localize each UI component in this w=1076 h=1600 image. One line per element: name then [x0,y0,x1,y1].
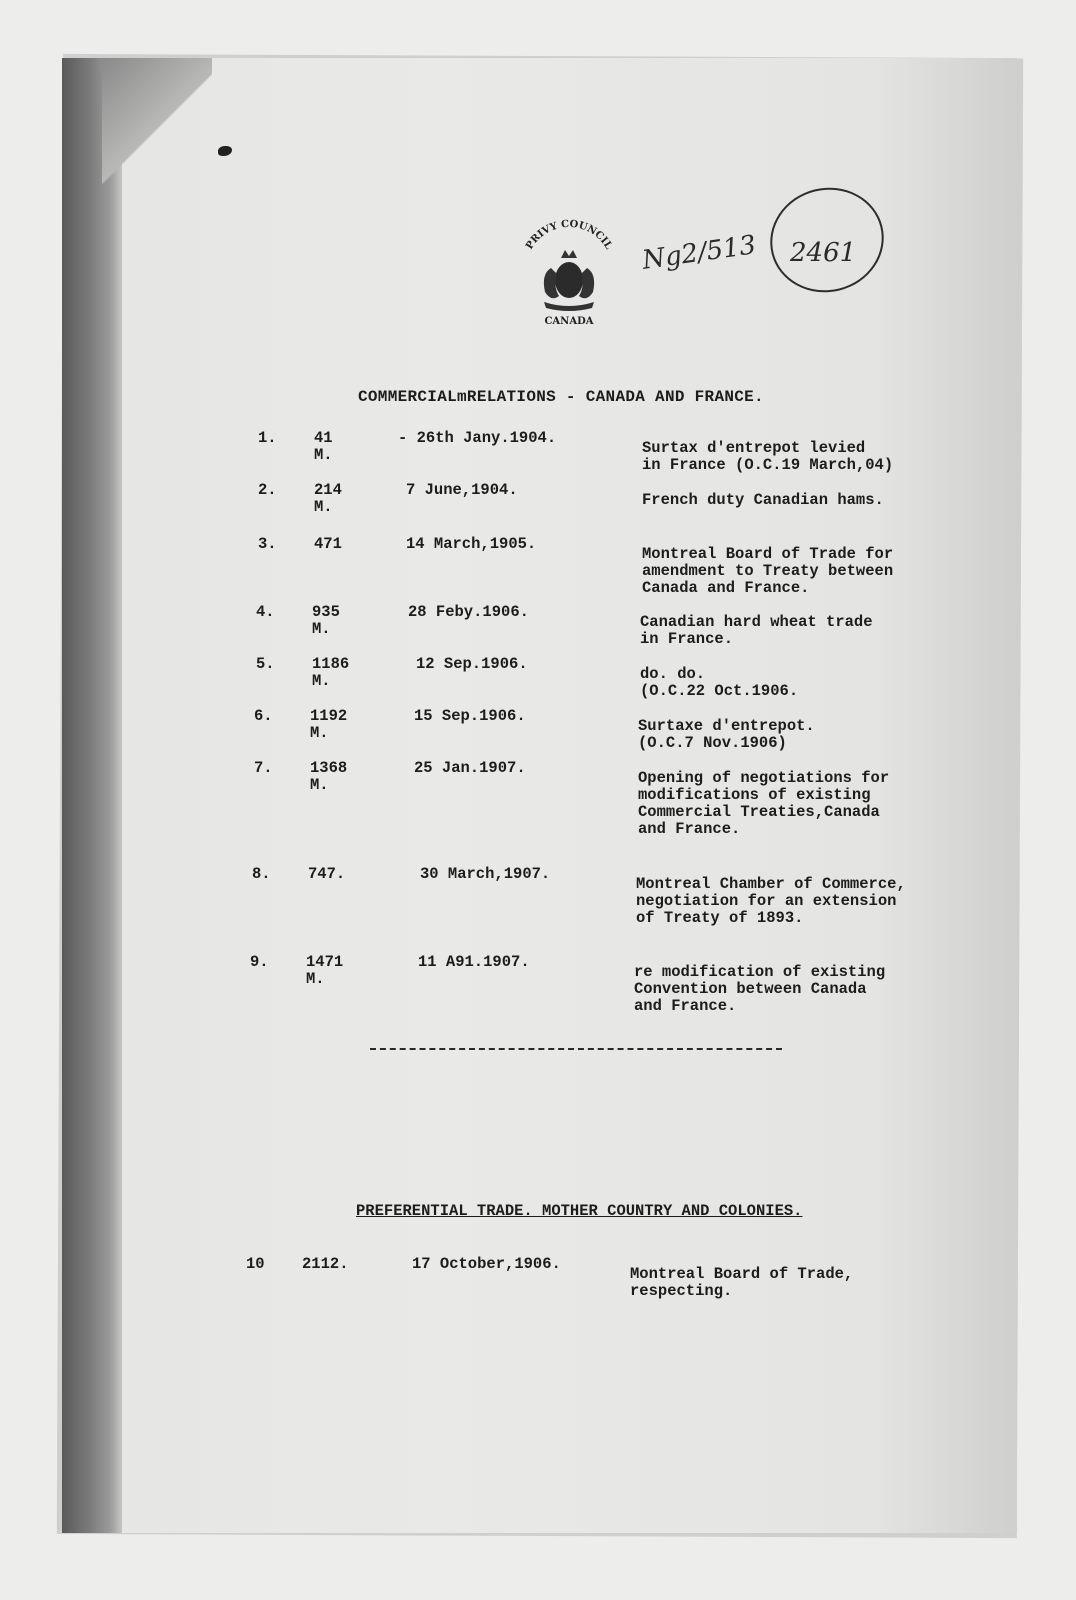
entry-reference: 747. [308,865,346,883]
entry-subject: Surtaxe d'entrepot. (O.C.7 Nov.1906) [638,717,815,752]
entry-subject: Opening of negotiations for modifications of existing Commercial Treaties,Canada and France. [638,769,890,838]
entry-date: 11 A91.1907. [418,953,530,971]
entry-reference: 1471 M. [306,953,344,988]
entry-subject: Montreal Board of Trade, respecting. [630,1265,854,1300]
dashed-divider [370,1048,782,1050]
entry-date: 7 June,1904. [406,481,518,499]
entry-number: 3. [258,535,277,553]
entry-subject: re modification of existing Convention between Canada and France. [634,963,886,1015]
page-title: COMMERCIALmRELATIONS - CANADA AND FRANCE. [358,388,764,406]
entry-date: 17 October,1906. [412,1255,561,1273]
svg-text:PRIVY COUNCIL [524,219,614,252]
crest-top-text: PRIVY COUNCIL [524,218,614,252]
binding-strip [62,58,122,1533]
entry-number: 9. [250,953,269,971]
entry-date: 12 Sep.1906. [416,655,528,673]
handwritten-number: 2461 [790,238,857,268]
entry-number: 7. [254,759,273,777]
entry-number: 1. [258,429,277,447]
entry-reference: 1186 M. [312,655,350,690]
entry-reference: 214 M. [314,481,342,516]
entry-reference: 41 M. [314,429,333,464]
entry-subject: Canadian hard wheat trade in France. [640,613,873,648]
crest-bottom-text: CANADA [544,316,594,327]
entry-date: 14 March,1905. [406,535,537,553]
entry-number: 10 [246,1255,265,1273]
entry-reference: 471 [314,535,342,553]
ink-spot [218,146,232,156]
entry-number: 2. [258,481,277,499]
entry-reference: 2112. [302,1255,349,1273]
entry-subject: French duty Canadian hams. [642,491,884,509]
entry-subject: Montreal Chamber of Commerce, negotiation for an extension of Treaty of 1893. [636,875,906,927]
entry-number: 4. [256,603,275,621]
entry-reference: 1368 M. [310,759,348,794]
torn-corner [102,58,212,198]
section-title: PREFERENTIAL TRADE. MOTHER COUNTRY AND COLONIES. [356,1202,803,1220]
entry-reference: 1192 M. [310,707,348,742]
entry-number: 6. [254,707,273,725]
document-page [62,58,1017,1533]
entry-date: 30 March,1907. [420,865,551,883]
entry-date: - 26th Jany.1904. [398,429,557,447]
privy-council-crest-icon [514,218,624,328]
handwritten-reference: Ng2/513 [640,230,758,276]
entry-number: 5. [256,655,275,673]
entry-date: 28 Feby.1906. [408,603,529,621]
entry-subject: Surtax d'entrepot levied in France (O.C.19 March,04) [642,439,894,474]
entry-date: 25 Jan.1907. [414,759,526,777]
entry-date: 15 Sep.1906. [414,707,526,725]
entry-reference: 935 M. [312,603,340,638]
entry-subject: do. do. (O.C.22 Oct.1906. [640,665,799,700]
entry-number: 8. [252,865,271,883]
entry-subject: Montreal Board of Trade for amendment to Treaty between Canada and France. [642,545,894,597]
